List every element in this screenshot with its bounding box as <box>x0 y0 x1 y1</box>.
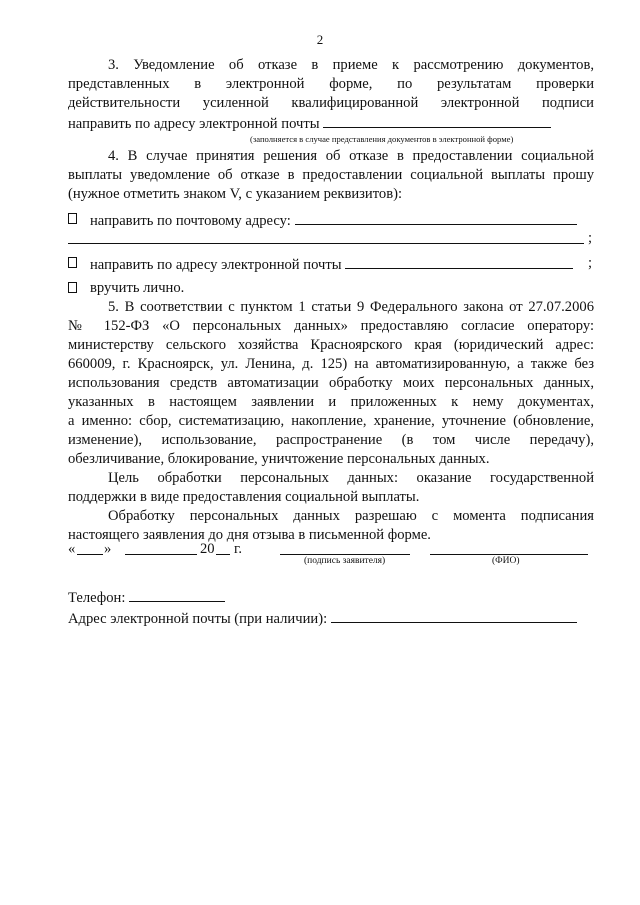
item-5-line-7: а именно: сбор, систематизацию, накопление, хранение, уточнение (обновление, <box>68 413 594 429</box>
item-4-line-1: 4. В случае принятия решения об отказе в предоставлении социальной <box>108 148 594 164</box>
postal-address-field[interactable] <box>295 210 577 225</box>
postal-address-continuation <box>68 229 594 248</box>
signature-caption: (подпись заявителя) <box>304 556 386 566</box>
fio-caption: (ФИО) <box>492 556 520 566</box>
year-prefix: 20 <box>200 541 215 557</box>
item-5-line-1: 5. В соответствии с пунктом 1 статьи 9 Федерального закона от 27.07.2006 <box>108 299 594 315</box>
personal-checkbox[interactable] <box>68 282 77 293</box>
item-5 <box>68 298 594 469</box>
email-address-field[interactable] <box>345 254 573 269</box>
item-5-line-4: 660009, г. Красноярск, ул. Ленина, д. 125) на автоматизированную, а также без <box>68 356 594 372</box>
postal-semicolon: ; <box>587 230 592 246</box>
signature-block <box>68 540 598 580</box>
email-notice-field[interactable] <box>323 113 551 128</box>
date-close-quote: » <box>104 541 112 557</box>
item-5-line-5: использования средств автоматизации обработку моих персональных данных, <box>68 375 594 391</box>
item-5-line-3: министерству сельского хозяйства Красноярского края (юридический адрес: <box>68 337 594 353</box>
email-semicolon: ; <box>587 255 592 271</box>
signature-field[interactable] <box>280 540 410 555</box>
item-3 <box>68 56 594 145</box>
phone-row <box>68 587 598 608</box>
item-4 <box>68 147 594 298</box>
consent-line-2: настоящего заявления до дня отзыва в письменной форме. <box>68 527 431 543</box>
item-3-line-1: 3. Уведомление об отказе в приеме к рассмотрению документов, <box>108 57 594 73</box>
option-email <box>68 254 594 273</box>
purpose-line-1: Цель обработки персональных данных: оказание государственной <box>108 470 594 486</box>
item-3-line-4 <box>68 113 594 134</box>
item-5-line-2: № 152-ФЗ «О персональных данных» предоставляю согласие оператору: <box>68 318 594 334</box>
email-checkbox[interactable] <box>68 257 77 268</box>
day-field[interactable] <box>77 540 103 555</box>
postal-option-label: направить по почтовому адресу: <box>90 213 291 229</box>
document-body <box>68 56 594 545</box>
email-contact-label: Адрес электронной почты (при наличии): <box>68 611 328 627</box>
item-3-line-2: представленных в электронной форме, по результатам проверки <box>68 76 594 92</box>
postal-address-field-line-2[interactable] <box>68 229 584 244</box>
contacts-block <box>68 587 598 629</box>
email-row <box>68 608 598 629</box>
consent-line-1: Обработку персональных данных разрешаю с момента подписания <box>108 508 594 524</box>
postal-checkbox[interactable] <box>68 213 77 224</box>
phone-label: Телефон: <box>68 590 126 606</box>
email-option-label: направить по адресу электронной почты <box>90 257 342 273</box>
purpose-paragraph <box>68 469 594 507</box>
item-3-note: (заполняется в случае представления документов в электронной форме) <box>250 134 514 144</box>
personal-option-label: вручить лично. <box>90 280 185 296</box>
option-postal <box>68 210 594 229</box>
item-5-line-9: обезличивание, блокирование, уничтожение персональных данных. <box>68 451 490 467</box>
year-suffix: г. <box>234 541 242 557</box>
month-field[interactable] <box>125 540 197 555</box>
item-4-line-2: выплаты уведомление об отказе в предоставлении социальной выплаты прошу <box>68 167 594 183</box>
item-4-line-3: (нужное отметить знаком V, с указанием реквизитов): <box>68 186 403 202</box>
phone-field[interactable] <box>129 587 225 602</box>
item-5-line-8: изменение), использование, распространение (в том числе передачу), <box>68 432 594 448</box>
option-personal <box>68 279 594 298</box>
page-number: 2 <box>316 32 324 47</box>
year-field[interactable] <box>216 540 230 555</box>
date-open-quote: « <box>68 541 76 557</box>
purpose-line-2: поддержки в виде предоставления социальной выплаты. <box>68 489 420 505</box>
item-3-line-3: действительности усиленной квалифицированной электронной подписи <box>68 95 594 111</box>
email-contact-field[interactable] <box>331 608 577 623</box>
email-notice-label: направить по адресу электронной почты <box>68 116 320 132</box>
item-5-line-6: указанных в настоящем заявлении и приложенных к нему документах, <box>68 394 594 410</box>
fio-field[interactable] <box>430 540 588 555</box>
